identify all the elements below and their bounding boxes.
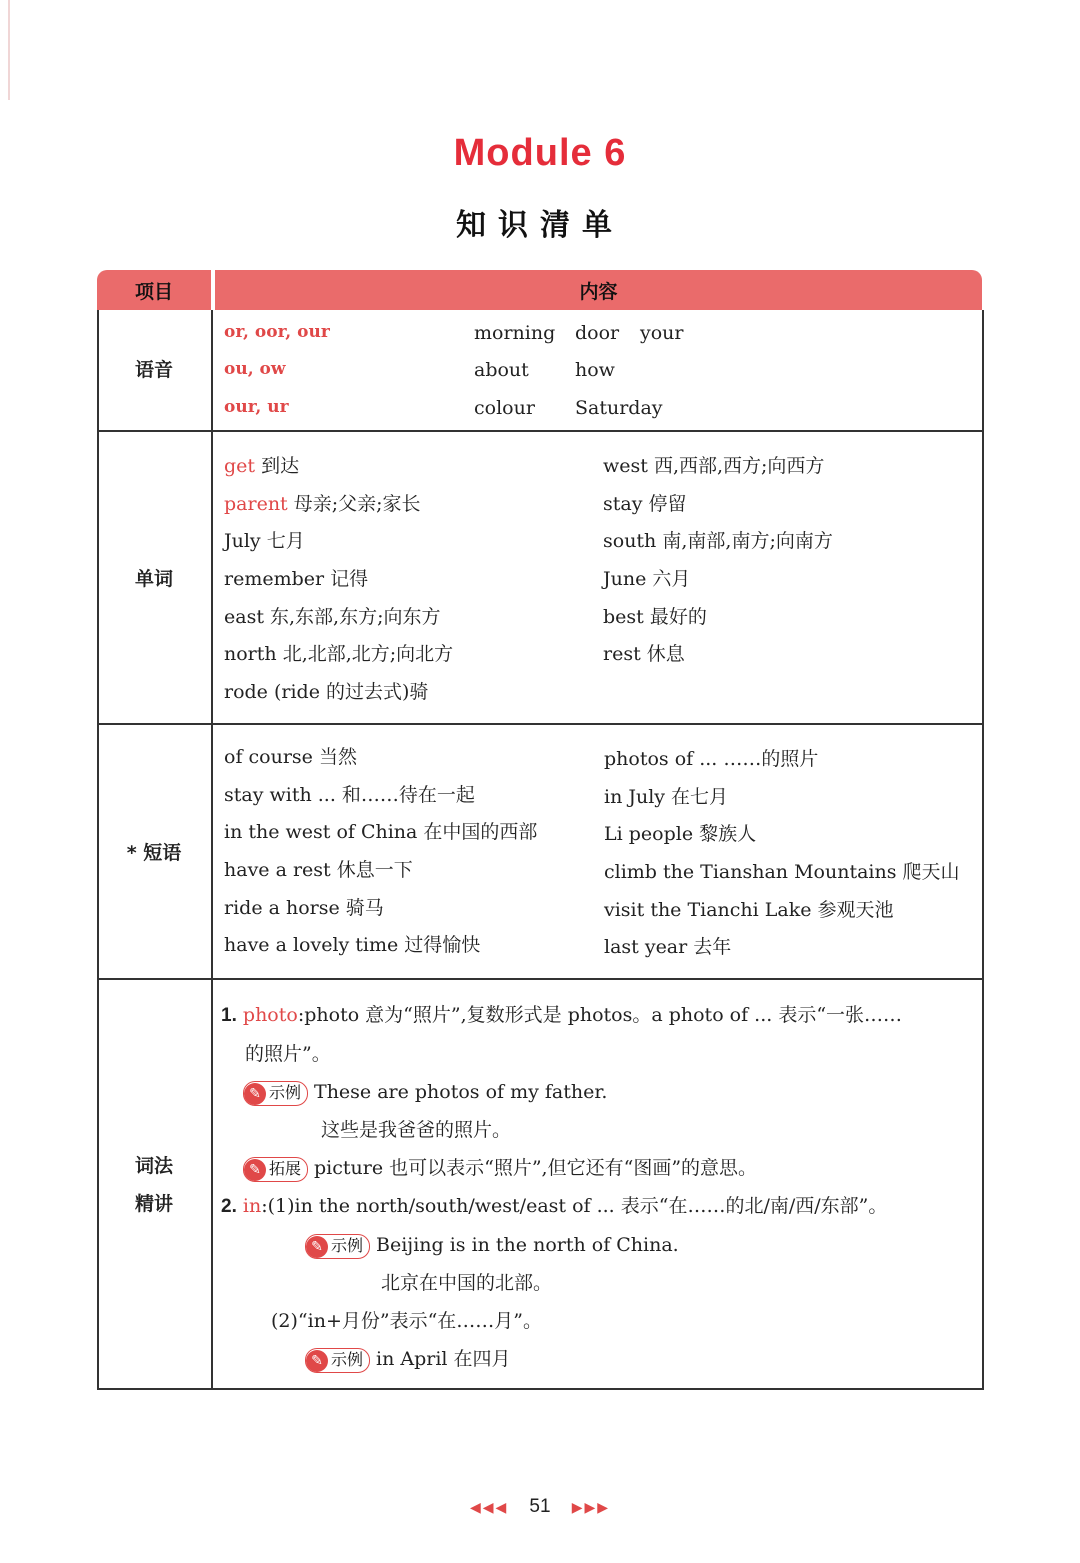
word-en: stay [603, 492, 643, 515]
word-zh: 西,西部,西方;向西方 [653, 455, 825, 477]
page-footer [0, 1496, 1080, 1518]
example-1-zh: 这些是我爸爸的照片。 [321, 1119, 512, 1141]
vocab-list-right [603, 448, 833, 674]
word-en: north [224, 643, 277, 666]
list-item [224, 636, 453, 674]
note-2-part-2: (2)“in+月份”表示“在……月”。 [271, 1310, 543, 1332]
vocab-list-left [224, 448, 453, 712]
pron-word: door [575, 322, 620, 344]
list-item [603, 523, 833, 561]
example-tag: ✎ 示例 [243, 1081, 308, 1106]
word-en: best [603, 605, 644, 628]
row-usage [97, 978, 982, 1390]
row-pronunciation [97, 310, 982, 430]
usage-label-1: 词法 [134, 1155, 173, 1177]
example-2 [221, 1226, 902, 1264]
row-phrases [97, 723, 982, 980]
row-label-pronunciation: 语音 [134, 359, 173, 381]
page-number: 51 [529, 1496, 551, 1517]
note-text: :(1)in the north/south/west/east of ... 表示“在……的北/南/西/东部”。 [261, 1195, 888, 1217]
word-en: rode [224, 681, 268, 704]
page-title: Module 6 [453, 132, 627, 174]
phrase-list-left [224, 739, 537, 965]
word-en: get [224, 455, 256, 477]
note-number: 2. [221, 1196, 237, 1217]
word-en: west [603, 455, 648, 477]
word-zh: (ride 的过去式)骑 [273, 681, 429, 704]
header-item: 项目 [97, 270, 211, 310]
example-text: in April 在四月 [376, 1348, 511, 1370]
list-item [224, 561, 453, 599]
pencil-icon: ✎ [306, 1236, 328, 1258]
margin-line [8, 0, 10, 100]
usage-notes [221, 996, 902, 1378]
list-item [224, 599, 453, 637]
list-item: visit the Tianchi Lake 参观天池 [604, 898, 894, 921]
pron-word: Saturday [575, 397, 663, 419]
word-en: remember [224, 568, 325, 591]
extension-tag: ✎ 拓展 [243, 1157, 308, 1182]
example-tag: ✎ 示例 [305, 1234, 370, 1259]
list-item [603, 599, 833, 637]
example-en: Beijing is in the north of China. [376, 1234, 679, 1256]
pencil-icon: ✎ [306, 1350, 328, 1372]
list-item [224, 448, 453, 486]
pron-word: colour [474, 397, 535, 419]
note-1-cont: 的照片”。 [245, 1043, 331, 1065]
word-zh: 东,东部,东方;向东方 [270, 605, 441, 628]
pencil-icon: ✎ [244, 1159, 266, 1181]
right-arrows-icon: ▶▶▶ [571, 1499, 610, 1515]
word-zh: 南,南部,南方;向南方 [662, 530, 833, 553]
list-item: of course 当然 [224, 746, 357, 768]
word-en: rest [603, 643, 641, 666]
usage-label-2: 精讲 [134, 1193, 173, 1215]
word-zh: 六月 [652, 568, 691, 591]
list-item: Li people 黎族人 [604, 823, 757, 846]
word-zh: 停留 [648, 492, 687, 515]
header-content: 内容 [215, 270, 982, 310]
left-arrows-icon: ◀◀◀ [469, 1499, 509, 1515]
list-item [603, 486, 833, 524]
note-keyword: in [242, 1195, 262, 1217]
word-zh: 最好的 [649, 605, 707, 628]
list-item: last year 去年 [604, 936, 732, 959]
list-item: ride a horse 骑马 [224, 896, 384, 919]
example-en: These are photos of my father. [314, 1081, 608, 1103]
pron-word: how [575, 359, 615, 381]
word-zh: 母亲;父亲;家长 [293, 492, 421, 515]
list-item [224, 674, 453, 712]
row-label-usage [97, 980, 211, 1390]
list-item: in July 在七月 [604, 785, 729, 808]
note-text: :photo 意为“照片”,复数形式是 photos。a photo of ... 表示“一张…… [297, 1004, 903, 1026]
note-keyword: photo [242, 1004, 298, 1026]
note-1 [221, 996, 902, 1035]
knowledge-table [97, 270, 982, 1390]
word-en: July [224, 530, 261, 553]
word-en: east [224, 605, 264, 628]
word-en: June [603, 568, 647, 591]
list-item [603, 448, 833, 486]
list-item: have a rest 休息一下 [224, 859, 413, 882]
row-label-phrases: * 短语 [126, 841, 182, 864]
list-item [603, 561, 833, 599]
extension-text: picture 也可以表示“照片”,但它还有“图画”的意思。 [314, 1157, 758, 1179]
pron-word: your [640, 322, 684, 344]
example-tag: ✎ 示例 [305, 1348, 370, 1373]
list-item [224, 523, 453, 561]
pron-word: morning [474, 322, 556, 344]
word-en: parent [224, 492, 288, 515]
pron-word: about [474, 359, 529, 381]
list-item [603, 636, 833, 674]
pron-letters-2: ou, ow [224, 359, 286, 379]
word-zh: 到达 [261, 455, 300, 477]
list-item: in the west of China 在中国的西部 [224, 821, 538, 844]
list-item: stay with ... 和……待在一起 [224, 783, 475, 806]
extension-1 [221, 1149, 902, 1187]
pencil-icon: ✎ [244, 1083, 266, 1105]
list-item: climb the Tianshan Mountains 爬天山 [604, 861, 960, 884]
list-item [224, 486, 453, 524]
list-item: have a lovely time 过得愉快 [224, 934, 481, 957]
word-zh: 北,北部,北方;向北方 [282, 643, 454, 666]
word-zh: 记得 [330, 568, 369, 591]
pron-letters-1: or, oor, our [224, 322, 330, 342]
row-vocabulary [97, 430, 982, 725]
word-zh: 休息 [646, 643, 685, 666]
pron-letters-3: our, ur [224, 397, 289, 417]
word-en: south [603, 530, 657, 553]
word-zh: 七月 [266, 530, 305, 553]
example-2-zh: 北京在中国的北部。 [381, 1272, 553, 1294]
phrase-list-right [604, 741, 960, 967]
row-label-vocabulary: 单词 [134, 567, 173, 590]
example-3 [221, 1340, 902, 1378]
note-number: 1. [221, 1005, 237, 1026]
page-subtitle: 知识清单 [456, 208, 624, 243]
example-1 [221, 1073, 902, 1111]
list-item: photos of ... ……的照片 [604, 748, 819, 770]
note-2 [221, 1187, 902, 1226]
